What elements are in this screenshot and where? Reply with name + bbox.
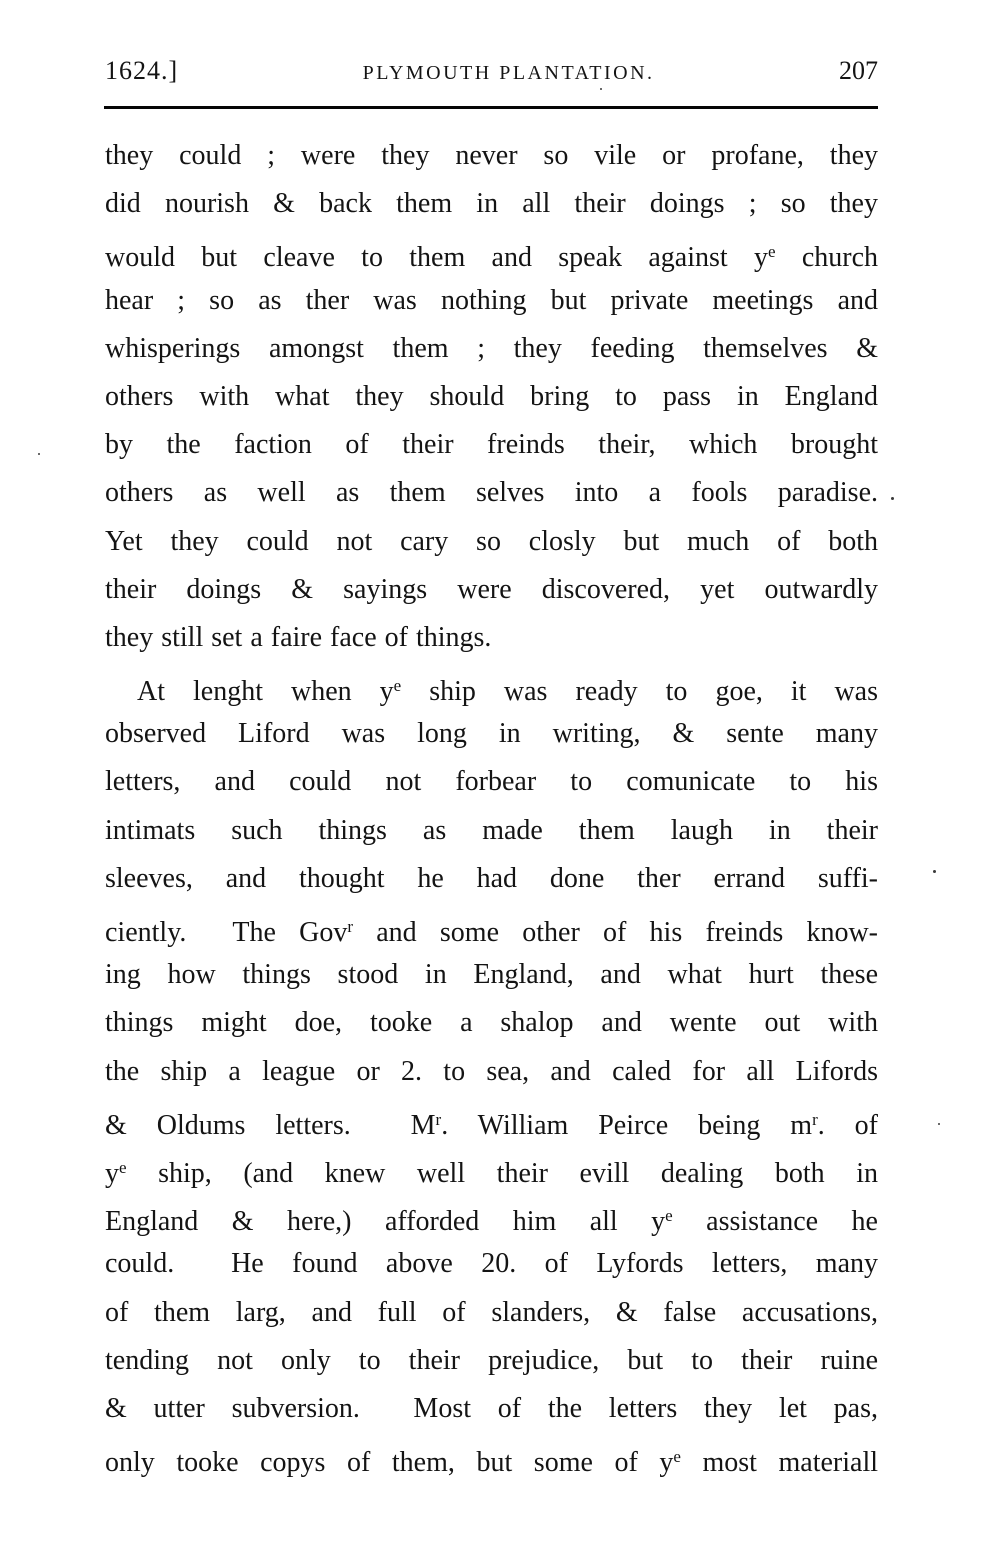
text-line (105, 1144, 878, 1192)
text-line (105, 807, 878, 855)
text-segment: & utter subversion. Most of the letters they let pas, (105, 1392, 878, 1424)
superscript-text: r (435, 1109, 442, 1129)
text-segment: Yet they could not cary so closly but much of both (105, 525, 878, 557)
text-segment: by the faction of their freinds their, which brought (105, 429, 878, 461)
text-segment: . of (817, 1109, 879, 1141)
text-line (105, 758, 878, 806)
superscript-text: e (393, 676, 402, 696)
text-line (105, 325, 878, 373)
text-segment: they still set a faire face of things. (105, 621, 492, 653)
text-line (105, 999, 878, 1047)
header-title: PLYMOUTH PLANTATION. (362, 62, 655, 84)
text-line (105, 1048, 878, 1096)
scan-speck (38, 453, 40, 455)
text-segment: they could ; were they never so vile or profane, they (105, 140, 878, 171)
text-segment: letters, and could not forbear to comunicate to his (105, 766, 878, 798)
text-segment: y (105, 1157, 119, 1189)
text-segment: ing how things stood in England, and what hurt these (105, 959, 878, 991)
text-segment: their doings & sayings were discovered, yet outwardly (105, 573, 878, 605)
text-line (105, 1433, 878, 1481)
superscript-text: e (119, 1157, 127, 1177)
header-page-number: 207 (839, 56, 878, 85)
text-line (105, 951, 878, 999)
text-line (105, 1337, 878, 1385)
superscript-text: e (665, 1206, 673, 1226)
superscript-text: e (673, 1447, 681, 1467)
scan-speck (933, 870, 936, 873)
text-segment: the ship a league or 2. to sea, and caled for all Lifords (105, 1055, 878, 1087)
text-segment: of them larg, and full of slanders, & false accusations, (105, 1296, 878, 1328)
text-segment: & Oldums letters. M (105, 1109, 436, 1141)
header-year: 1624.] (105, 56, 179, 85)
text-segment: and some other of his freinds know- (353, 917, 878, 948)
page-body (105, 132, 878, 1481)
scan-speck (938, 1123, 940, 1125)
text-segment: whisperings amongst them ; they feeding themselves & (105, 332, 878, 364)
text-segment: others with what they should bring to pass in England (105, 380, 878, 412)
text-line (105, 566, 878, 614)
text-segment: could. He found above 20. of Lyfords letters, many (105, 1248, 878, 1280)
text-segment: ciently. The Gov (105, 917, 348, 948)
text-line (105, 662, 878, 710)
text-segment: others as well as them selves into a fools paradise. (105, 477, 878, 509)
text-segment: things might doe, tooke a shalop and wente out with (105, 1007, 878, 1039)
text-line (105, 710, 878, 758)
text-segment: England & here,) afforded him all y (105, 1206, 666, 1238)
text-segment: did nourish & back them in all their doings ; so they (105, 188, 878, 220)
text-line (105, 1385, 878, 1433)
text-line (105, 180, 878, 228)
text-segment: hear ; so as ther was nothing but private meetings and (105, 284, 878, 316)
text-line (105, 277, 878, 325)
scan-speck (600, 88, 602, 90)
text-segment: church (775, 242, 878, 274)
superscript-text: r (347, 917, 353, 936)
superscript-text: r (812, 1109, 818, 1129)
text-line (105, 228, 878, 276)
text-segment: would but cleave to them and speak against y (105, 242, 768, 274)
text-segment: ship was ready to goe, it was (401, 676, 878, 708)
text-segment: ship, (and knew well their evill dealing both in (126, 1157, 878, 1189)
text-line (105, 469, 878, 517)
text-line (105, 373, 878, 421)
text-segment: observed Liford was long in writing, & sente many (105, 718, 878, 750)
text-line (105, 518, 878, 566)
text-line (105, 1240, 878, 1288)
text-line (105, 903, 878, 951)
text-line (105, 1192, 878, 1240)
text-segment: tending not only to their prejudice, but to their ruine (105, 1344, 878, 1376)
scan-speck (891, 497, 894, 500)
text-line (105, 421, 878, 469)
text-line (105, 132, 878, 180)
text-line (105, 614, 878, 662)
text-segment: . William Peirce being m (441, 1109, 813, 1141)
header-rule (104, 106, 878, 109)
page-header (105, 56, 878, 86)
text-segment: assistance he (672, 1206, 878, 1238)
text-segment: most materiall (680, 1447, 878, 1479)
text-segment: intimats such things as made them laugh in their (105, 814, 878, 846)
text-segment: sleeves, and thought he had done ther errand suffi- (105, 862, 878, 894)
text-segment: At lenght when y (137, 676, 394, 708)
text-line (105, 1289, 878, 1337)
superscript-text: e (767, 242, 776, 262)
text-line (105, 1096, 878, 1144)
text-line (105, 855, 878, 903)
text-segment: only tooke copys of them, but some of y (105, 1447, 674, 1479)
